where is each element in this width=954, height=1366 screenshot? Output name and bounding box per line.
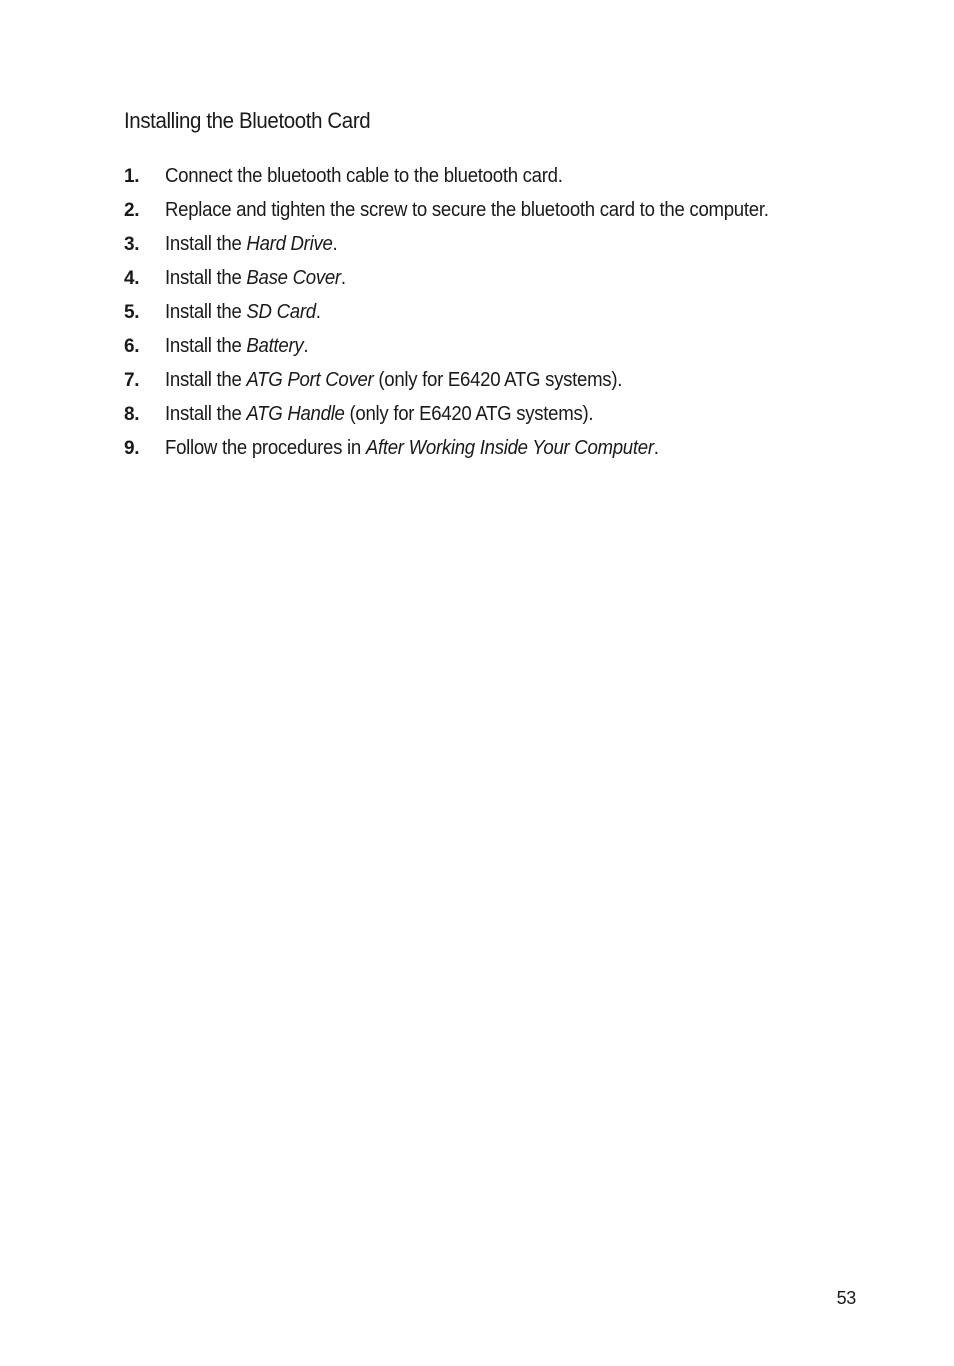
step-text — [165, 231, 770, 258]
step-text — [165, 401, 770, 428]
step-number: 5. — [124, 302, 140, 323]
step-item — [124, 401, 824, 428]
step-text: Replace and tighten the screw to secure the bluetooth card to the computer. — [165, 199, 769, 221]
installation-steps-list — [124, 163, 824, 469]
step-reference-link[interactable]: Hard Drive — [246, 233, 333, 255]
step-text — [165, 333, 770, 360]
step-number: 9. — [124, 438, 140, 459]
step-text-prefix: Install the — [165, 403, 247, 425]
step-text-suffix: . — [315, 301, 321, 323]
step-number: 6. — [124, 336, 140, 357]
step-item — [124, 265, 824, 292]
step-text-prefix: Install the — [165, 267, 247, 289]
step-reference-link[interactable]: ATG Port Cover — [246, 369, 374, 391]
step-text-suffix: (only for E6420 ATG systems). — [373, 369, 623, 391]
step-text-suffix: . — [653, 437, 659, 459]
step-number: 8. — [124, 404, 140, 425]
section-heading: Installing the Bluetooth Card — [124, 108, 371, 133]
step-reference-link[interactable]: ATG Handle — [246, 403, 345, 425]
step-text-prefix: Install the — [165, 335, 247, 357]
step-text-suffix: (only for E6420 ATG systems). — [344, 403, 594, 425]
step-text-prefix: Install the — [165, 233, 247, 255]
step-text — [165, 299, 770, 326]
step-text — [165, 265, 770, 292]
step-reference-link[interactable]: Battery — [246, 335, 304, 357]
step-text-prefix: Follow the procedures in — [165, 437, 366, 459]
step-text-suffix: . — [303, 335, 309, 357]
step-number: 1. — [124, 166, 140, 187]
step-text — [165, 367, 770, 394]
step-text-suffix: . — [340, 267, 346, 289]
step-item — [124, 435, 824, 462]
step-item — [124, 163, 824, 190]
step-number: 4. — [124, 268, 140, 289]
step-item — [124, 231, 824, 258]
step-reference-link[interactable]: After Working Inside Your Computer — [365, 437, 654, 459]
step-number: 7. — [124, 370, 140, 391]
step-item — [124, 197, 824, 224]
step-text — [165, 435, 770, 462]
page-number: 53 — [836, 1288, 856, 1308]
step-item — [124, 367, 824, 394]
step-number: 3. — [124, 234, 140, 255]
step-reference-link[interactable]: SD Card — [246, 301, 316, 323]
step-reference-link[interactable]: Base Cover — [246, 267, 341, 289]
step-item — [124, 333, 824, 360]
step-text-prefix: Install the — [165, 369, 247, 391]
step-text-prefix: Install the — [165, 301, 247, 323]
step-text-suffix: . — [332, 233, 338, 255]
step-number: 2. — [124, 200, 140, 221]
step-text: Connect the bluetooth cable to the bluetooth card. — [165, 165, 563, 187]
step-item — [124, 299, 824, 326]
